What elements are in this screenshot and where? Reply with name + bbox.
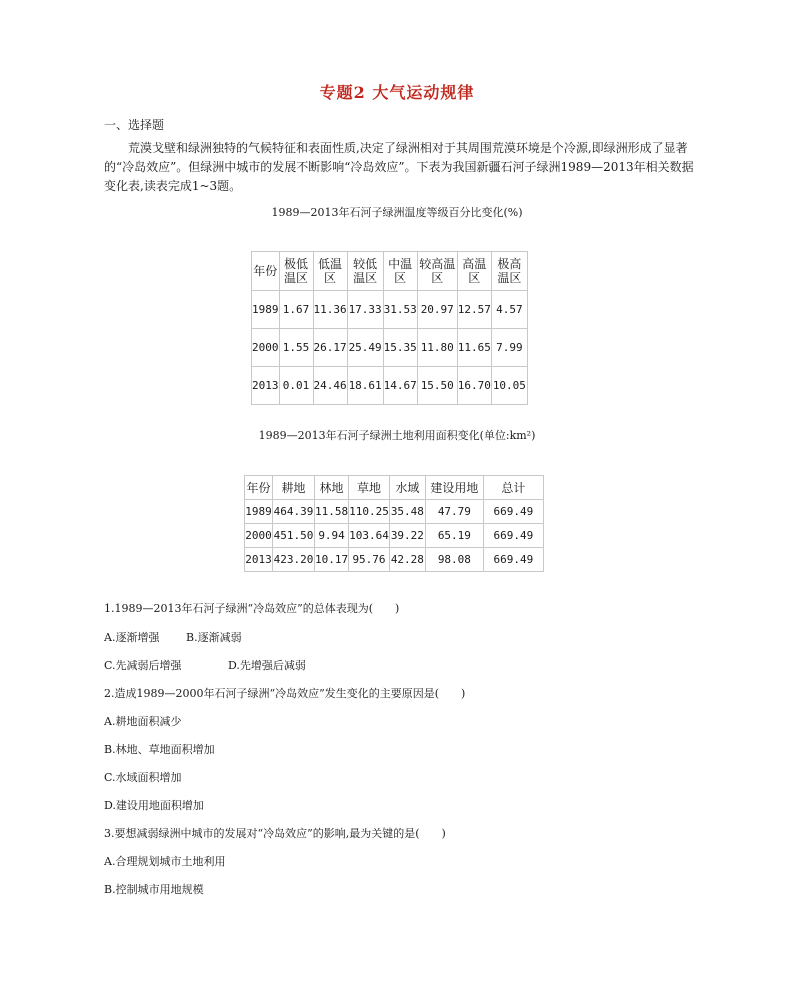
header-cell: 草地 <box>349 476 390 500</box>
question-3-stem: 3.要想减弱绿洲中城市的发展对“冷岛效应”的影响,最为关键的是( ) <box>104 827 446 840</box>
year-cell: 2000 <box>252 329 280 367</box>
value-cell: 11.80 <box>417 329 457 367</box>
year-cell: 1989 <box>252 291 280 329</box>
table-row <box>245 500 544 524</box>
header-cell: 极低温区 <box>279 252 313 291</box>
question-2-option-c[interactable]: C.水域面积增加 <box>104 771 182 784</box>
value-cell: 31.53 <box>383 291 417 329</box>
year-cell: 2013 <box>245 548 273 572</box>
table-row <box>252 329 528 367</box>
question-1-option-c[interactable]: C.先减弱后增强 <box>104 659 182 672</box>
value-cell: 7.99 <box>491 329 527 367</box>
value-cell: 11.58 <box>315 500 349 524</box>
header-cell: 年份 <box>252 252 280 291</box>
value-cell: 10.17 <box>315 548 349 572</box>
value-cell: 4.57 <box>491 291 527 329</box>
value-cell: 11.65 <box>457 329 491 367</box>
value-cell: 1.55 <box>279 329 313 367</box>
value-cell: 669.49 <box>483 524 543 548</box>
value-cell: 16.70 <box>457 367 491 405</box>
value-cell: 17.33 <box>347 291 383 329</box>
value-cell: 423.20 <box>273 548 315 572</box>
header-cell: 低温区 <box>313 252 347 291</box>
value-cell: 11.36 <box>313 291 347 329</box>
value-cell: 98.08 <box>425 548 483 572</box>
value-cell: 103.64 <box>349 524 390 548</box>
value-cell: 24.46 <box>313 367 347 405</box>
year-cell: 2013 <box>252 367 280 405</box>
value-cell: 65.19 <box>425 524 483 548</box>
value-cell: 20.97 <box>417 291 457 329</box>
page-title: 专题2 大气运动规律 <box>319 83 475 102</box>
question-2-stem: 2.造成1989—2000年石河子绿洲“冷岛效应”发生变化的主要原因是( ) <box>104 687 466 700</box>
year-cell: 2000 <box>245 524 273 548</box>
value-cell: 15.35 <box>383 329 417 367</box>
table-row <box>245 548 544 572</box>
question-3-option-a[interactable]: A.合理规划城市土地利用 <box>104 855 226 868</box>
header-cell: 林地 <box>315 476 349 500</box>
header-cell: 中温区 <box>383 252 417 291</box>
table-row <box>252 291 528 329</box>
question-1-option-d[interactable]: D.先增强后减弱 <box>228 659 306 672</box>
value-cell: 669.49 <box>483 548 543 572</box>
value-cell: 42.28 <box>389 548 425 572</box>
table-row <box>245 524 544 548</box>
value-cell: 9.94 <box>315 524 349 548</box>
header-cell: 较低温区 <box>347 252 383 291</box>
intro-paragraph: 荒漠戈壁和绿洲独特的气候特征和表面性质,决定了绿洲相对于其周围荒漠环境是个冷源,即绿洲形成了显著的“冷岛效应”。但绿洲中城市的发展不断影响“冷岛效应”。下表为我国新疆石河子绿洲1989—2013年相关数据变化表,读表完成1~3题。 <box>104 141 694 193</box>
value-cell: 26.17 <box>313 329 347 367</box>
year-cell: 1989 <box>245 500 273 524</box>
value-cell: 25.49 <box>347 329 383 367</box>
table-row <box>252 367 528 405</box>
header-cell: 总计 <box>483 476 543 500</box>
header-cell: 高温区 <box>457 252 491 291</box>
land-use-table <box>244 475 544 572</box>
table-header-row <box>245 476 544 500</box>
value-cell: 669.49 <box>483 500 543 524</box>
table-header-row <box>252 252 528 291</box>
value-cell: 451.50 <box>273 524 315 548</box>
value-cell: 95.76 <box>349 548 390 572</box>
table2-caption: 1989—2013年石河子绿洲土地利用面积变化(单位:km²) <box>258 429 536 442</box>
question-1-option-b[interactable]: B.逐渐减弱 <box>186 631 242 644</box>
value-cell: 10.05 <box>491 367 527 405</box>
question-3-option-b[interactable]: B.控制城市用地规模 <box>104 883 204 896</box>
header-cell: 建设用地 <box>425 476 483 500</box>
header-cell: 极高温区 <box>491 252 527 291</box>
section-heading: 一、选择题 <box>104 118 165 132</box>
header-cell: 水域 <box>389 476 425 500</box>
header-cell: 较高温区 <box>417 252 457 291</box>
value-cell: 15.50 <box>417 367 457 405</box>
question-2-option-b[interactable]: B.林地、草地面积增加 <box>104 743 215 756</box>
value-cell: 1.67 <box>279 291 313 329</box>
header-cell: 耕地 <box>273 476 315 500</box>
table1-caption: 1989—2013年石河子绿洲温度等级百分比变化(%) <box>271 206 523 219</box>
value-cell: 0.01 <box>279 367 313 405</box>
question-2-option-d[interactable]: D.建设用地面积增加 <box>104 799 204 812</box>
value-cell: 47.79 <box>425 500 483 524</box>
value-cell: 12.57 <box>457 291 491 329</box>
value-cell: 35.48 <box>389 500 425 524</box>
header-cell: 年份 <box>245 476 273 500</box>
value-cell: 464.39 <box>273 500 315 524</box>
value-cell: 14.67 <box>383 367 417 405</box>
question-1-option-a[interactable]: A.逐渐增强 <box>104 631 160 644</box>
value-cell: 110.25 <box>349 500 390 524</box>
question-1-stem: 1.1989—2013年石河子绿洲“冷岛效应”的总体表现为( ) <box>104 602 400 615</box>
value-cell: 39.22 <box>389 524 425 548</box>
value-cell: 18.61 <box>347 367 383 405</box>
question-2-option-a[interactable]: A.耕地面积减少 <box>104 715 182 728</box>
temperature-table <box>251 251 528 405</box>
